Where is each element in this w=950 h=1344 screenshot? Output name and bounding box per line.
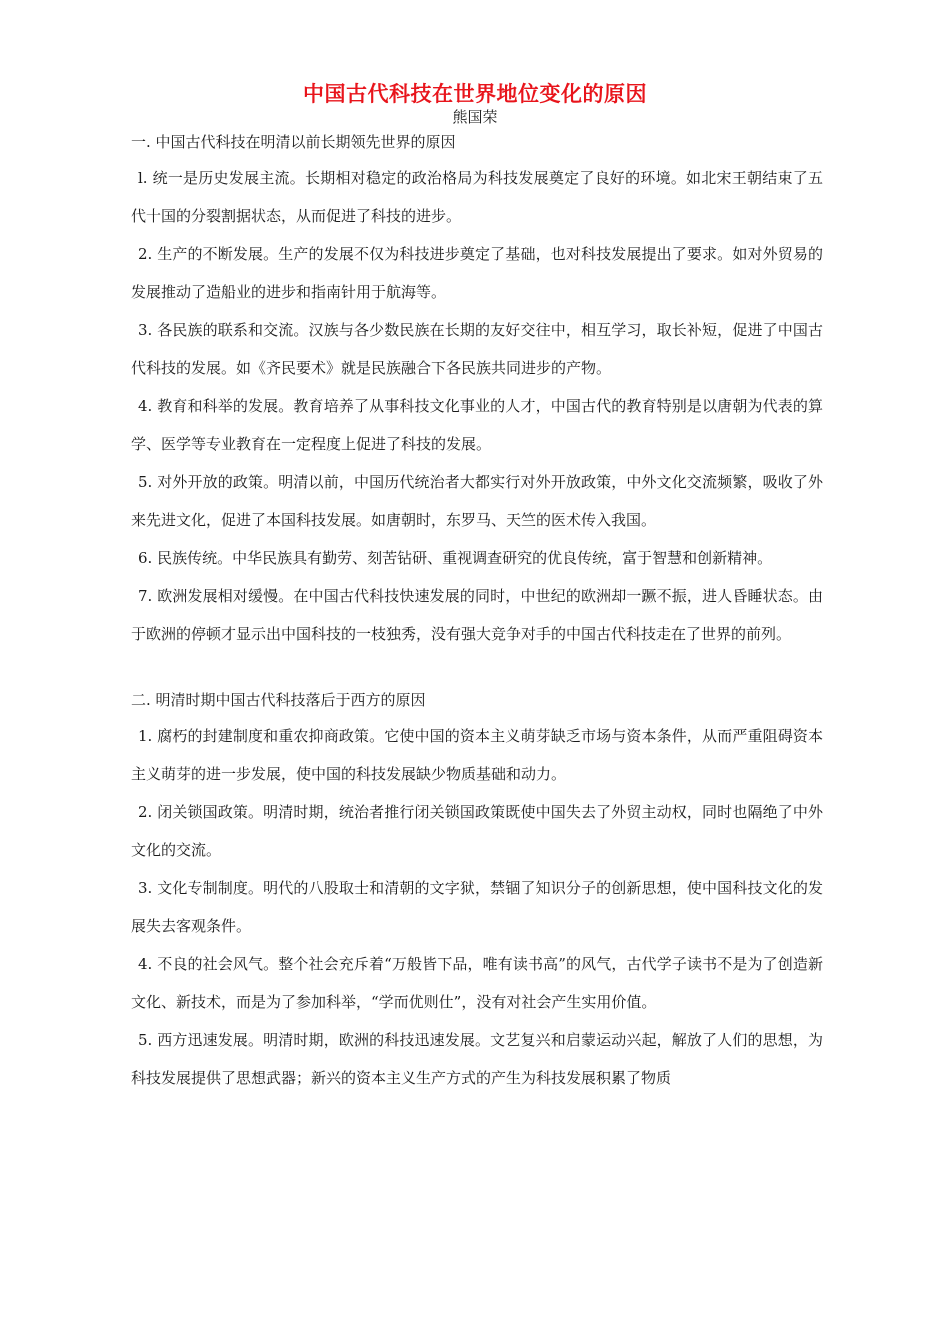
section-1 xyxy=(131,131,823,653)
section-2 xyxy=(131,689,823,1097)
document-author: 熊国荣 xyxy=(452,108,498,126)
document-body xyxy=(131,131,823,1097)
paragraph: 4. 教育和科举的发展。教育培养了从事科技文化事业的人才，中国古代的教育特别是以唐朝为代表的算学、医学等专业教育在一定程度上促进了科技的发展。 xyxy=(131,397,823,453)
document-title: 中国古代科技在世界地位变化的原因 xyxy=(303,81,647,106)
paragraph: 4. 不良的社会风气。整个社会充斥着“万般皆下品，唯有读书高”的风气，古代学子读书不是为了创造新文化、新技术，而是为了参加科举，“学而优则仕”，没有对社会产生实用价值。 xyxy=(131,955,823,1011)
paragraph: 5. 西方迅速发展。明清时期，欧洲的科技迅速发展。文艺复兴和启蒙运动兴起，解放了人们的思想，为科技发展提供了思想武器；新兴的资本主义生产方式的产生为科技发展积累了物质 xyxy=(131,1031,823,1087)
paragraph: 2. 生产的不断发展。生产的发展不仅为科技进步奠定了基础，也对科技发展提出了要求。如对外贸易的发展推动了造船业的进步和指南针用于航海等。 xyxy=(131,245,823,301)
paragraph: 7. 欧洲发展相对缓慢。在中国古代科技快速发展的同时，中世纪的欧洲却一蹶不振，进人昏睡状态。由于欧洲的停顿才显示出中国科技的一枝独秀，没有强大竞争对手的中国古代科技走在了世界的前列。 xyxy=(131,587,823,643)
paragraph: l. 统一是历史发展主流。长期相对稳定的政治格局为科技发展奠定了良好的环境。如北宋王朝结束了五代十国的分裂割据状态，从而促进了科技的进步。 xyxy=(131,169,823,225)
paragraph: 5. 对外开放的政策。明清以前，中国历代统治者大都实行对外开放政策，中外文化交流频繁，吸收了外来先进文化，促进了本国科技发展。如唐朝时，东罗马、天竺的医术传入我国。 xyxy=(131,473,823,529)
paragraph: 1. 腐朽的封建制度和重农抑商政策。它使中国的资本主义萌芽缺乏市场与资本条件，从而严重阻碍资本主义萌芽的进一步发展，使中国的科技发展缺少物质基础和动力。 xyxy=(131,727,823,783)
paragraph: 2. 闭关锁国政策。明清时期，统治者推行闭关锁国政策既使中国失去了外贸主动权，同时也隔绝了中外文化的交流。 xyxy=(131,803,823,859)
section-heading: 二. 明清时期中国古代科技落后于西方的原因 xyxy=(131,691,426,709)
paragraph: 3. 文化专制制度。明代的八股取士和清朝的文字狱，禁锢了知识分子的创新思想，使中国科技文化的发展失去客观条件。 xyxy=(131,879,823,935)
paragraph: 3. 各民族的联系和交流。汉族与各少数民族在长期的友好交往中，相互学习，取长补短，促进了中国古代科技的发展。如《齐民要术》就是民族融合下各民族共同进步的产物。 xyxy=(131,321,823,377)
paragraph: 6. 民族传统。中华民族具有勤劳、刻苦钻研、重视调查研究的优良传统，富于智慧和创新精神。 xyxy=(138,549,773,567)
section-heading: 一. 中国古代科技在明清以前长期领先世界的原因 xyxy=(131,133,456,151)
